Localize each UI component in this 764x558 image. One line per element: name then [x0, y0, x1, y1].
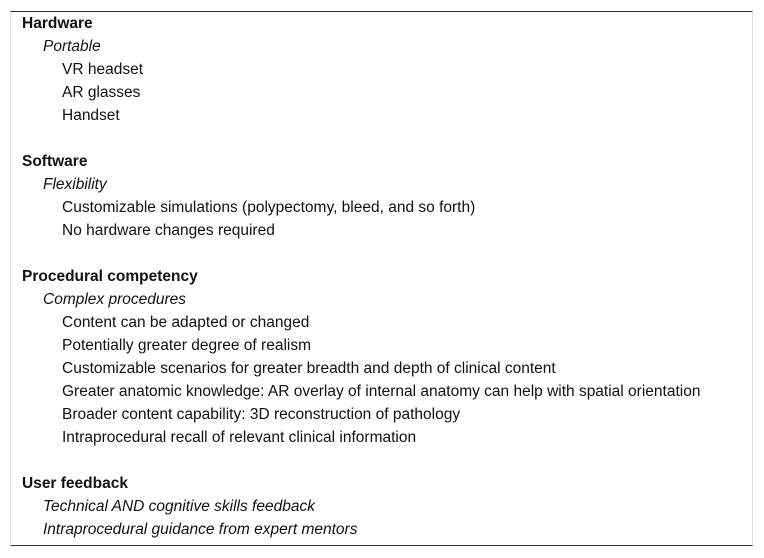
section-heading-hardware: Hardware [22, 15, 93, 32]
list-item: Intraprocedural recall of relevant clinical information [62, 429, 417, 446]
features-table [10, 11, 753, 546]
list-item: Customizable scenarios for greater breadth and depth of clinical content [62, 360, 556, 377]
list-item: No hardware changes required [62, 222, 275, 239]
list-item: Handset [62, 107, 120, 124]
list-item: Content can be adapted or changed [62, 314, 310, 331]
subheading-complex-procedures: Complex procedures [43, 291, 187, 308]
list-item: Greater anatomic knowledge: AR overlay of internal anatomy can help with spatial orientation [62, 383, 701, 400]
section-heading-software: Software [22, 153, 88, 170]
list-item: AR glasses [62, 84, 141, 101]
list-item: Potentially greater degree of realism [62, 337, 311, 354]
section-heading-user-feedback: User feedback [22, 475, 128, 492]
subheading-flexibility: Flexibility [43, 176, 107, 193]
subheading-guidance: Intraprocedural guidance from expert mentors [43, 521, 358, 538]
section-heading-procedural-competency: Procedural competency [22, 268, 198, 285]
list-item: VR headset [62, 61, 143, 78]
subheading-portable: Portable [43, 38, 101, 55]
subheading-feedback: Technical AND cognitive skills feedback [43, 498, 315, 515]
list-item: Broader content capability: 3D reconstruction of pathology [62, 406, 461, 423]
list-item: Customizable simulations (polypectomy, bleed, and so forth) [62, 199, 476, 216]
